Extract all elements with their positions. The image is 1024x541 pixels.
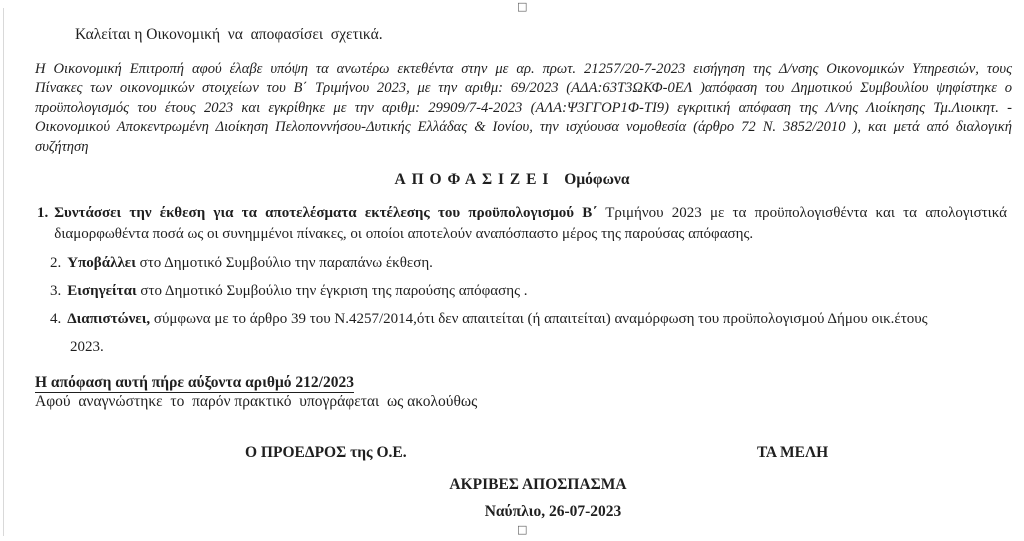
decision-number-text: Η απόφαση αυτή πήρε αύξοντα αριθμό 212/2023 [35,374,354,391]
preamble-line: προϋπολογισμός του έτους 2023 και εγκρίθηκε με την αριθμ: 29909/7-4-2023 (ΑΛΑ:Ψ3ΓΓΟΡ1Φ-ΤΙ9) εγκριτική απόφαση της Λ/νης Λιοίκησης Τμ.Λιοικητ. - [35,99,1012,116]
closing-line: Αφού αναγνώστηκε το παρόν πρακτικό υπογράφεται ως ακολούθως [35,393,478,410]
place-date-line: Ναύπλιο, 26-07-2023 [484,503,622,520]
decision-item-3 [50,281,1007,302]
item-rest-text: Τριμήνου 2023 με τα προϋπολογισθέντα και τα απολογιστικά διαμορφωθέντα ποσά ως οι συνημμένοι πίνακες, οι οποίοι αποτελούν αναπόσπαστο μέρος της παρούσας απόφασης. [54,205,1008,242]
members-label: ΤΑ ΜΕΛΗ [757,444,829,461]
decision-heading [0,171,1024,189]
item-number: 2. [50,255,62,271]
preamble-line: Οικονομικού Αποκεντρωμένη Διοίκηση Πελοποννήσου-Δυτικής Ελλάδας & Ιονίου, την ισχύουσα νομοθεσία (άρθρο 72 Ν. 3852/2010 ), και μετά από διαλογική [35,119,1012,136]
decision-item-4-continuation: 2023. [70,339,104,355]
preamble-line: Πίνακες των οικονομικών στοιχείων του Β΄ Τριμήνου 2023, με την αριθμ: 69/2023 (ΑΔΑ:63Τ3ΩΚΦ-0ΕΛ )απόφαση του Δημοτικού Συμβουλίου ψηφίστηκε ο [35,80,1012,97]
decision-item-2 [50,253,1007,274]
item-bold-text: Εισηγείται [67,283,137,299]
decision-number-line [35,374,354,392]
item-bold-text: Διαπιστώνει, [67,311,151,327]
item-rest-text: στο Δημοτικό Συμβούλιο την έγκριση της παρούσης απόφασης . [136,283,528,299]
item-bold-text: Υποβάλλει [67,255,136,271]
decision-item-1 [37,203,1007,245]
decision-item-4 [50,309,1007,330]
item-number: 1. [37,205,49,221]
preamble-paragraph [35,60,1012,157]
preamble-line: Η Οικονομική Επιτροπή αφού έλαβε υπόψη τα ανωτέρω εκτεθέντα στην με αρ. πρωτ. 21257/20-7-2023 εισήγηση της Δ/νσης Οικονομικών Υπηρεσιών, τους [35,61,1012,77]
page-break-marker-bottom: □ [517,523,528,536]
item-bold-text: Συντάσσει την έκθεση για τα αποτελέσματα εκτέλεσης του προϋπολογισμού Β΄ [54,205,598,221]
item-number: 4. [50,311,62,327]
certified-extract-label: ΑΚΡΙΒΕΣ ΑΠΟΣΠΑΣΜΑ [449,476,627,493]
intro-line: Καλείται η Οικονομική να αποφασίσει σχετικά. [75,26,383,43]
decision-heading-mode: Ομόφωνα [564,171,630,188]
decision-heading-verb: ΑΠΟΦΑΣΙΖΕΙ [394,171,555,188]
scan-artifact-line [3,8,4,536]
item-rest-text: σύμφωνα με το άρθρο 39 του Ν.4257/2014,ότι δεν απαιτείται (ή απαιτείται) αναμόρφωση του προϋπολογισμού Δήμου οικ.έτους [150,311,928,327]
page-break-marker-top: □ [517,0,528,13]
preamble-line: συζήτηση [35,138,89,155]
president-label: Ο ΠΡΟΕΔΡΟΣ της Ο.Ε. [245,444,407,461]
item-rest-text: στο Δημοτικό Συμβούλιο την παραπάνω έκθεση. [135,255,433,271]
item-number: 3. [50,283,62,299]
